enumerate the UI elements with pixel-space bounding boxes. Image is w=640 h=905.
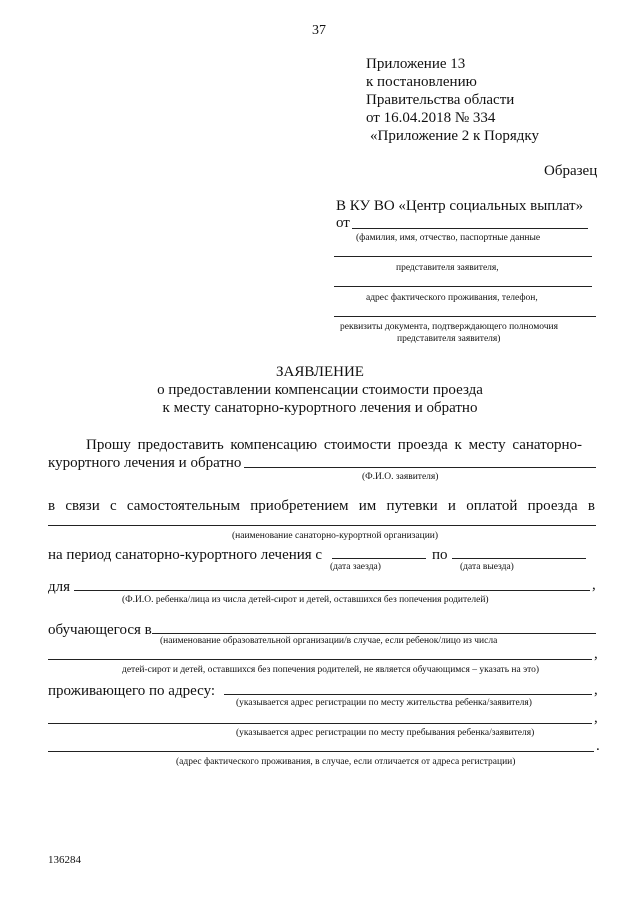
appendix-line-4: от 16.04.2018 № 334 <box>366 110 496 126</box>
address-label: проживающего по адресу: <box>48 683 216 699</box>
applicant-address-field[interactable] <box>334 286 592 287</box>
period-end: . <box>596 738 600 754</box>
hint-actual: (адрес фактического проживания, в случае, если отличается от адреса регистрации) <box>176 757 516 767</box>
registration-address-field[interactable] <box>224 694 592 695</box>
addressee-hint-3: адрес фактического проживания, телефон, <box>366 293 538 303</box>
actual-address-field[interactable] <box>48 751 594 752</box>
page-number: 37 <box>312 23 326 38</box>
hint-stay: (указывается адрес регистрации по месту пребывания ребенка/заявителя) <box>236 728 535 738</box>
stay-address-field[interactable] <box>48 723 592 724</box>
period-label: на период санаторно-курортного лечения с <box>48 547 323 563</box>
appendix-line-1: Приложение 13 <box>366 56 466 72</box>
applicant-authority-field[interactable] <box>334 316 596 317</box>
education-org-field[interactable] <box>152 633 596 634</box>
addressee-hint-5: представителя заявителя) <box>397 334 501 344</box>
for-label: для <box>48 579 71 595</box>
title-sub-2: к месту санаторно-курортного лечения и обратно <box>162 400 478 416</box>
addressee-to: В КУ ВО «Центр социальных выплат» <box>336 198 584 214</box>
appendix-line-3: Правительства области <box>366 92 515 108</box>
child-fio-field[interactable] <box>74 590 590 591</box>
sanatorium-name-field[interactable] <box>48 525 596 526</box>
departure-date-field[interactable] <box>452 558 586 559</box>
hint-registration: (указывается адрес регистрации по месту жительства ребенка/заявителя) <box>236 698 532 708</box>
title-main: ЗАЯВЛЕНИЕ <box>276 364 364 380</box>
hint-child: (Ф.И.О. ребенка/лица из числа детей-сирот и детей, оставшихся без попечения родителей) <box>122 595 489 605</box>
comma-4: , <box>594 710 598 726</box>
education-org-field-2[interactable] <box>48 659 592 660</box>
applicant-fio-field[interactable] <box>244 467 596 468</box>
hint-education-2: детей-сирот и детей, оставшихся без попечения родителей, не является обучающимся – указать на это) <box>122 665 540 675</box>
hint-arrival: (дата заезда) <box>330 562 381 572</box>
request-text-line-2: курортного лечения и обратно <box>48 455 242 471</box>
comma-3: , <box>594 682 598 698</box>
student-label: обучающегося в <box>48 622 152 638</box>
applicant-name-field[interactable] <box>352 228 588 229</box>
title-sub-1: о предоставлении компенсации стоимости проезда <box>157 382 483 398</box>
footer-code: 136284 <box>48 854 81 866</box>
hint-organization: (наименование санаторно-курортной организации) <box>232 531 439 541</box>
hint-applicant: (Ф.И.О. заявителя) <box>362 472 439 482</box>
applicant-passport-field[interactable] <box>334 256 592 257</box>
comma-1: , <box>592 577 596 593</box>
purchase-text: в связи с самостоятельным приобретением им путевки и оплатой проезда в <box>48 498 595 514</box>
appendix-line-2: к постановлению <box>366 74 477 90</box>
hint-departure: (дата выезда) <box>460 562 514 572</box>
hint-education: (наименование образовательной организации/в случае, если ребенок/лицо из числа <box>160 636 498 646</box>
addressee-hint-2: представителя заявителя, <box>396 263 499 273</box>
comma-2: , <box>594 646 598 662</box>
request-text-line-1: Прошу предоставить компенсацию стоимости проезда к месту санаторно- <box>86 437 583 453</box>
sample-label: Образец <box>544 163 598 179</box>
appendix-line-5: «Приложение 2 к Порядку <box>370 128 539 144</box>
addressee-hint-1: (фамилия, имя, отчество, паспортные данные <box>356 233 541 243</box>
addressee-from-label: от <box>336 215 350 231</box>
addressee-hint-4: реквизиты документа, подтверждающего полномочия <box>340 322 558 332</box>
period-to-label: по <box>432 547 448 563</box>
arrival-date-field[interactable] <box>332 558 426 559</box>
